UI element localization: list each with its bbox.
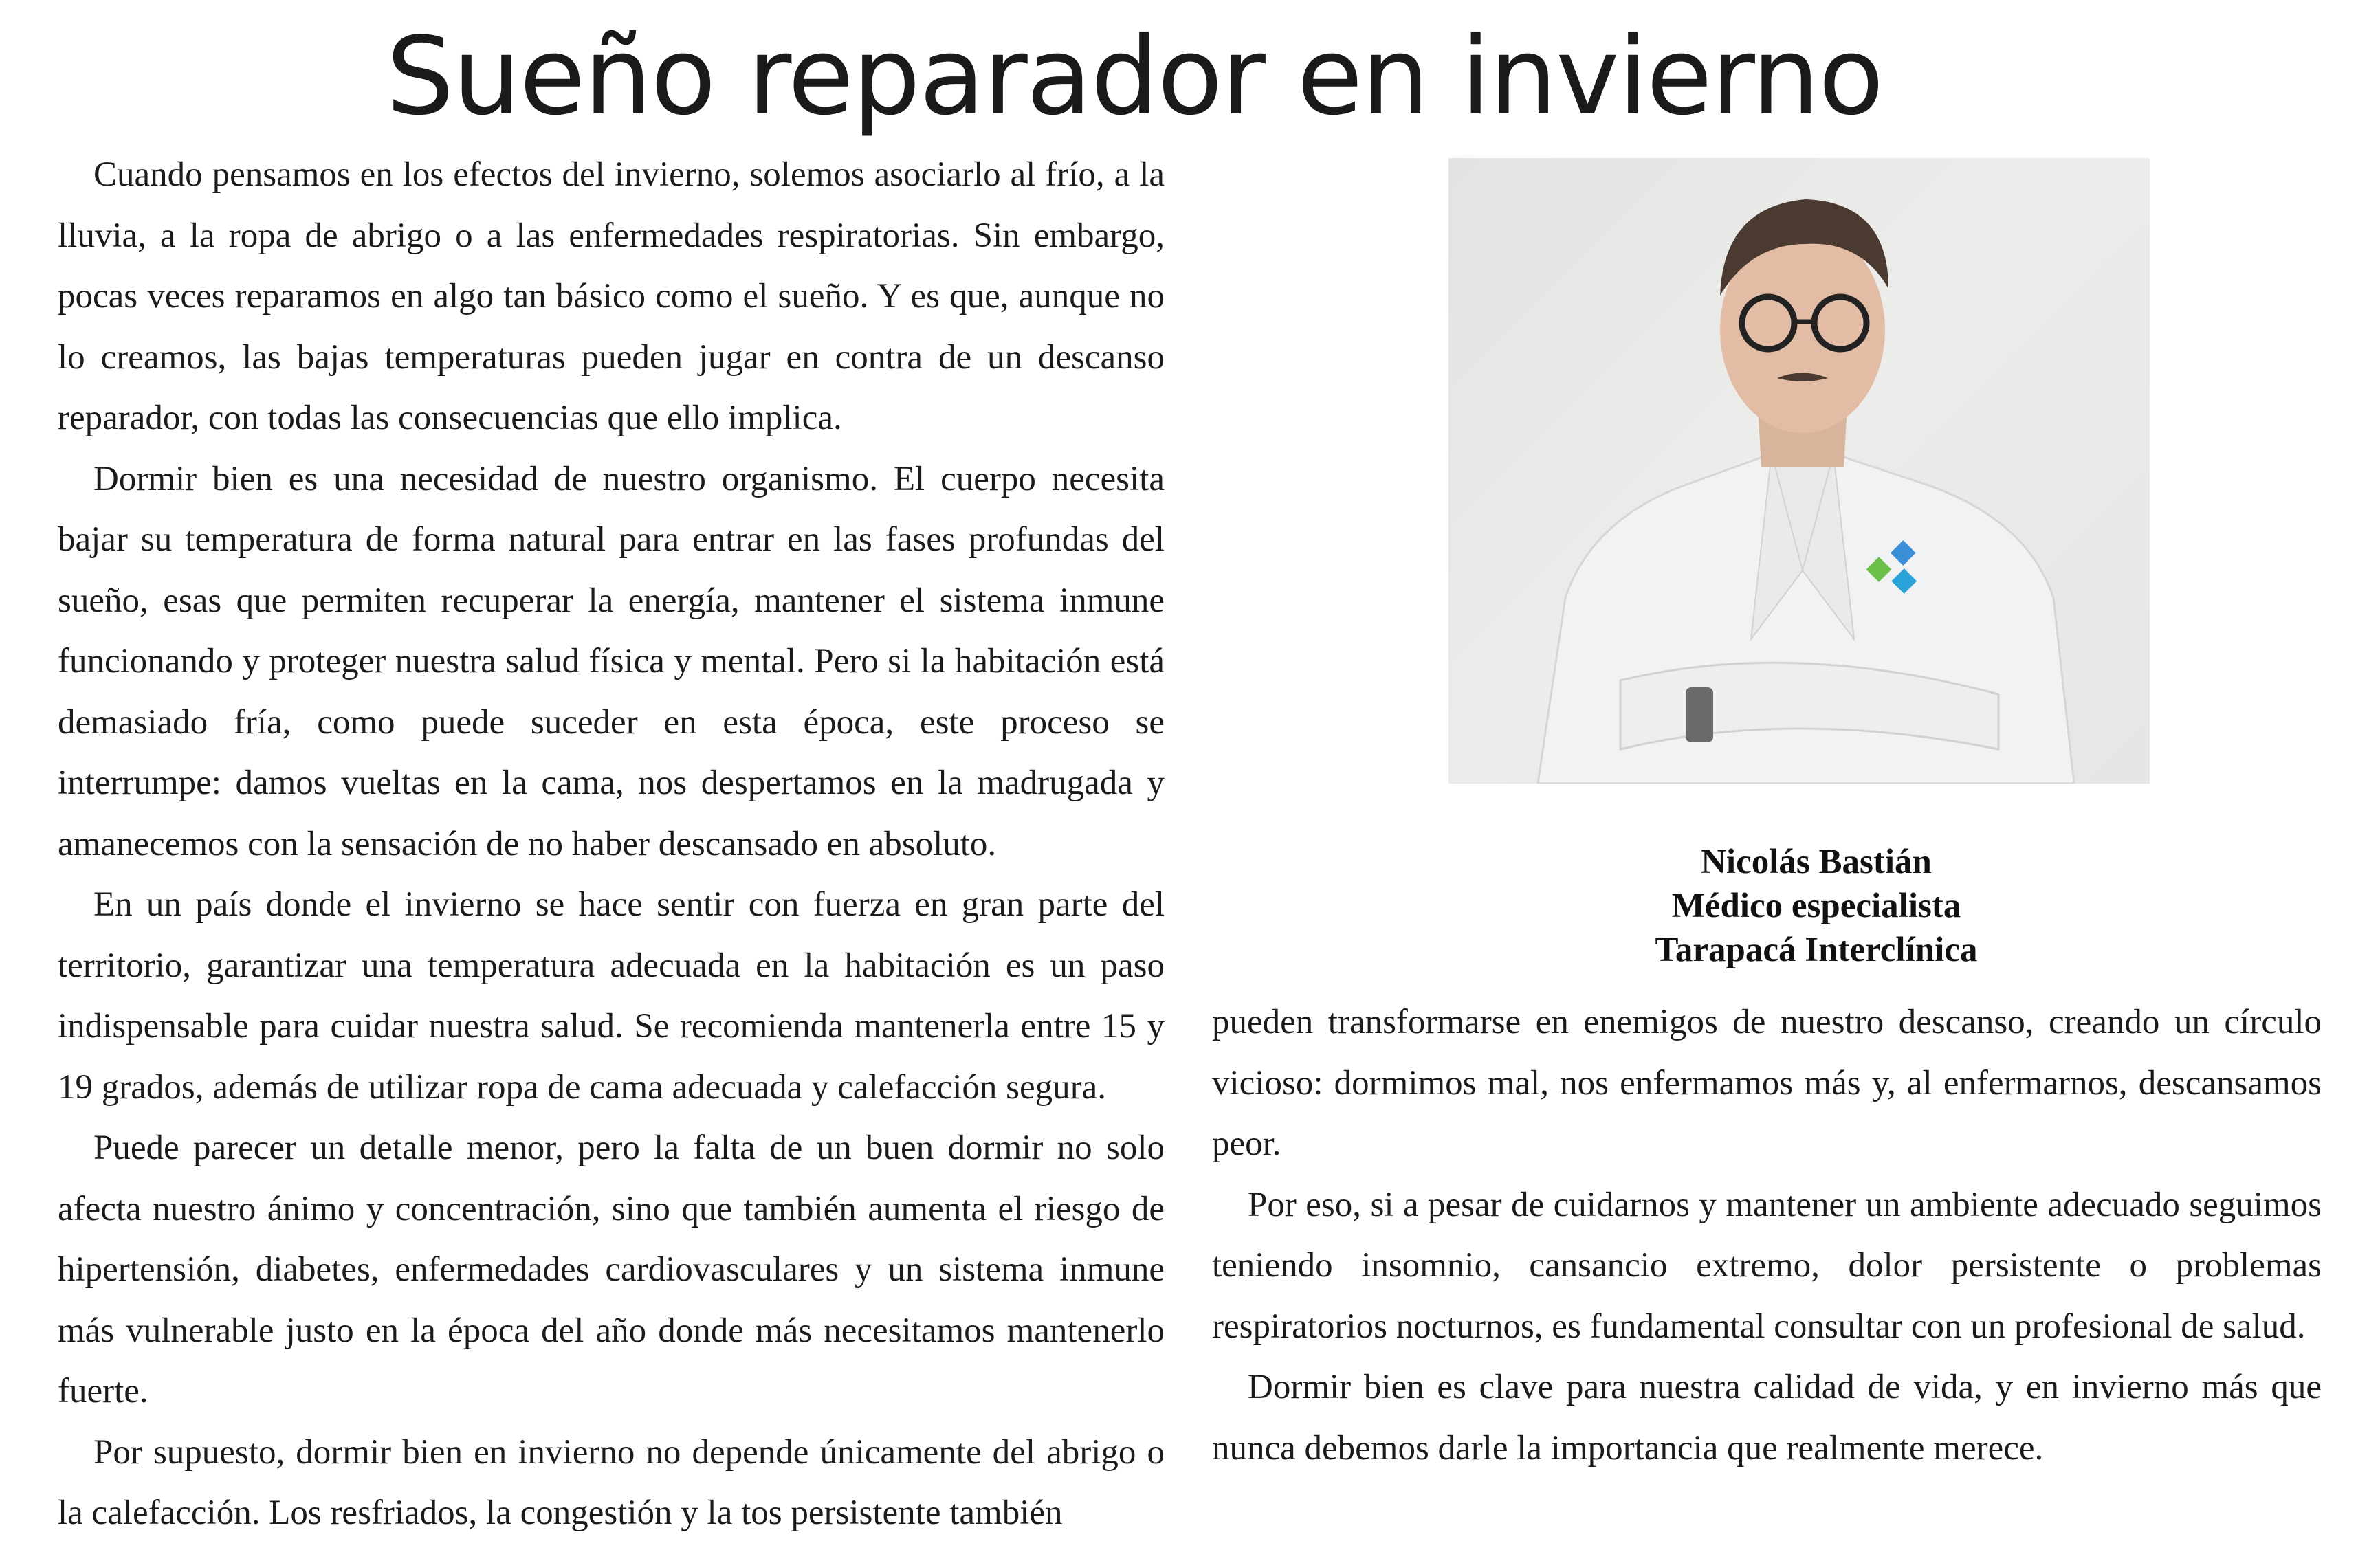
paragraph: pueden transformarse en enemigos de nuestro descanso, creando un círculo vicioso: dormimos mal, nos enfermamos más y, al enfermarnos, descansamos peor. [1212, 1003, 2322, 1163]
portrait-illustration [1448, 158, 2150, 784]
article-body-right-column [1212, 992, 2322, 1478]
author-portrait-photo [1448, 158, 2150, 784]
paragraph: Puede parecer un detalle menor, pero la falta de un buen dormir no solo afecta nuestro ánimo y concentración, sino que también aumenta el riesgo de hipertensión, diabetes, enfermedades cardiovasculares y un sistema inmune más vulnerable justo en la época del año donde más necesitamos mantenerlo fuerte. [58, 1129, 1165, 1410]
paragraph: Por eso, si a pesar de cuidarnos y mantener un ambiente adecuado seguimos teniendo insomnio, cansancio extremo, dolor persistente o problemas respiratorios nocturnos, es fundamental consultar con un profesional de salud. [1212, 1185, 2322, 1346]
paragraph: En un país donde el invierno se hace sentir con fuerza en gran parte del territorio, garantizar una temperatura adecuada en la habitación es un paso indispensable para cuidar nuestra salud. Se recomienda mantenerla entre 15 y 19 grados, además de utilizar ropa de cama adecuada y calefacción segura. [58, 885, 1165, 1107]
author-caption [1448, 840, 2184, 972]
author-role: Médico especialista [1671, 887, 1961, 925]
paragraph: Cuando pensamos en los efectos del invierno, solemos asociarlo al frío, a la lluvia, a la ropa de abrigo o a las enfermedades respiratorias. Sin embargo, pocas veces reparamos en algo tan básico como el sueño. Y es que, aunque no lo creamos, las bajas temperaturas pueden jugar en contra de un descanso reparador, con todas las consecuencias que ello implica. [58, 155, 1165, 437]
paragraph: Dormir bien es clave para nuestra calidad de vida, y en invierno más que nunca debemos darle la importancia que realmente merece. [1212, 1368, 2322, 1467]
paragraph: Por supuesto, dormir bien en invierno no depende únicamente del abrigo o la calefacción. Los resfriados, la congestión y la tos persistente también [58, 1432, 1165, 1532]
article-body-left-column [58, 144, 1165, 1544]
author-institution: Tarapacá Interclínica [1655, 931, 1978, 969]
paragraph: Dormir bien es una necesidad de nuestro organismo. El cuerpo necesita bajar su temperatura de forma natural para entrar en las fases profundas del sueño, esas que permiten recuperar la energía, mantener el sistema inmune funcionando y proteger nuestra salud física y mental. Pero si la habitación está demasiado fría, como puede suceder en esta época, este proceso se interrumpe: damos vueltas en la cama, nos despertamos en la madrugada y amanecemos con la sensación de no haber descansado en absoluto. [58, 459, 1165, 863]
author-name: Nicolás Bastián [1701, 843, 1932, 881]
article-title: Sueño reparador en invierno [386, 14, 1883, 139]
